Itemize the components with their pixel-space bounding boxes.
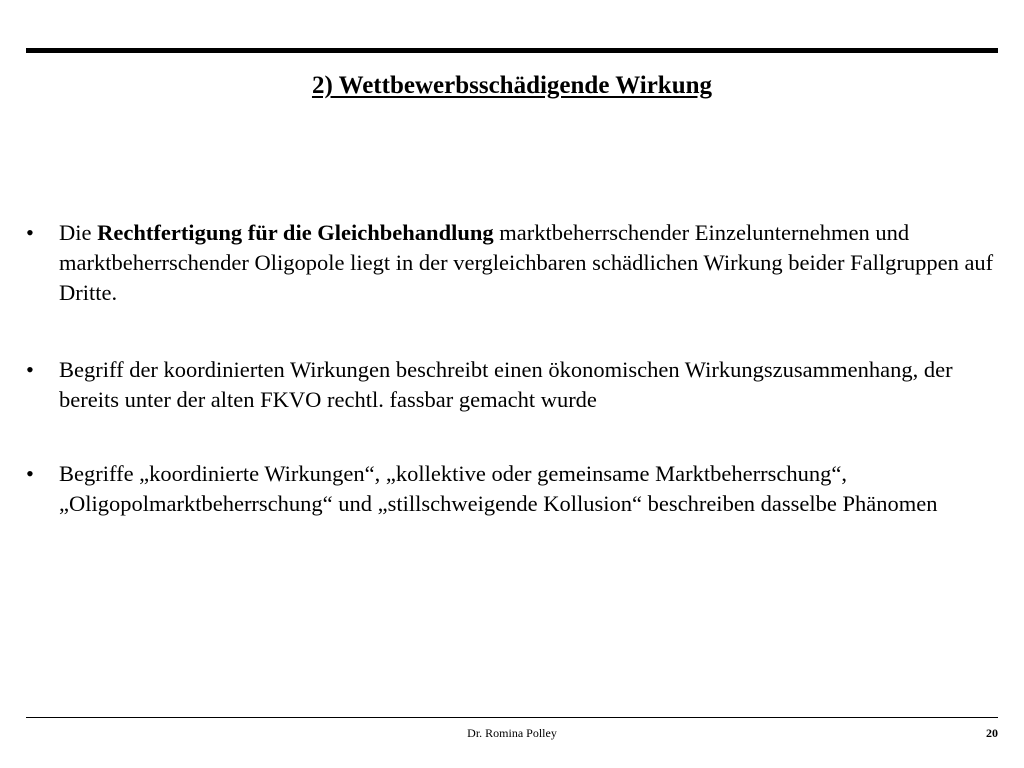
bullet-item-terminology [26,459,1001,519]
page-number: 20 [986,726,998,740]
bottom-divider [26,717,998,718]
bullet-text: Begriff der koordinierten Wirkungen beschreibt einen ökonomischen Wirkungszusammenhang, der bereits unter der alten FKVO rechtl. fassbar gemacht wurde [59,357,953,412]
bullet-text: Begriffe „koordinierte Wirkungen“, „kollektive oder gemeinsame Marktbeherrschung“, „Oligopolmarktbeherrschung“ und „stillschweigende Kollusion“ beschreiben dasselbe Phänomen [59,461,938,516]
bullet-icon: • [26,461,34,486]
bullet-text [59,220,993,305]
footer-author: Dr. Romina Polley [467,726,557,740]
bullet-list [26,218,1001,566]
slide-title: 2) Wettbewerbsschädigende Wirkung [311,72,713,99]
top-divider [26,48,998,53]
bullet-item-coordinated-effects [26,355,1001,415]
bullet-text-bold: Rechtfertigung für die Gleichbehandlung [97,220,494,245]
bullet-item-justification [26,218,1001,308]
bullet-icon: • [26,357,34,382]
bullet-icon: • [26,220,34,245]
bullet-text-post: marktbeherrschender Einzelunternehmen und marktbeherrschender Oligopole liegt in der vergleichbaren schädlichen Wirkung beider Fallgruppen auf Dritte. [59,220,994,305]
bullet-text-pre: Die [59,220,98,245]
